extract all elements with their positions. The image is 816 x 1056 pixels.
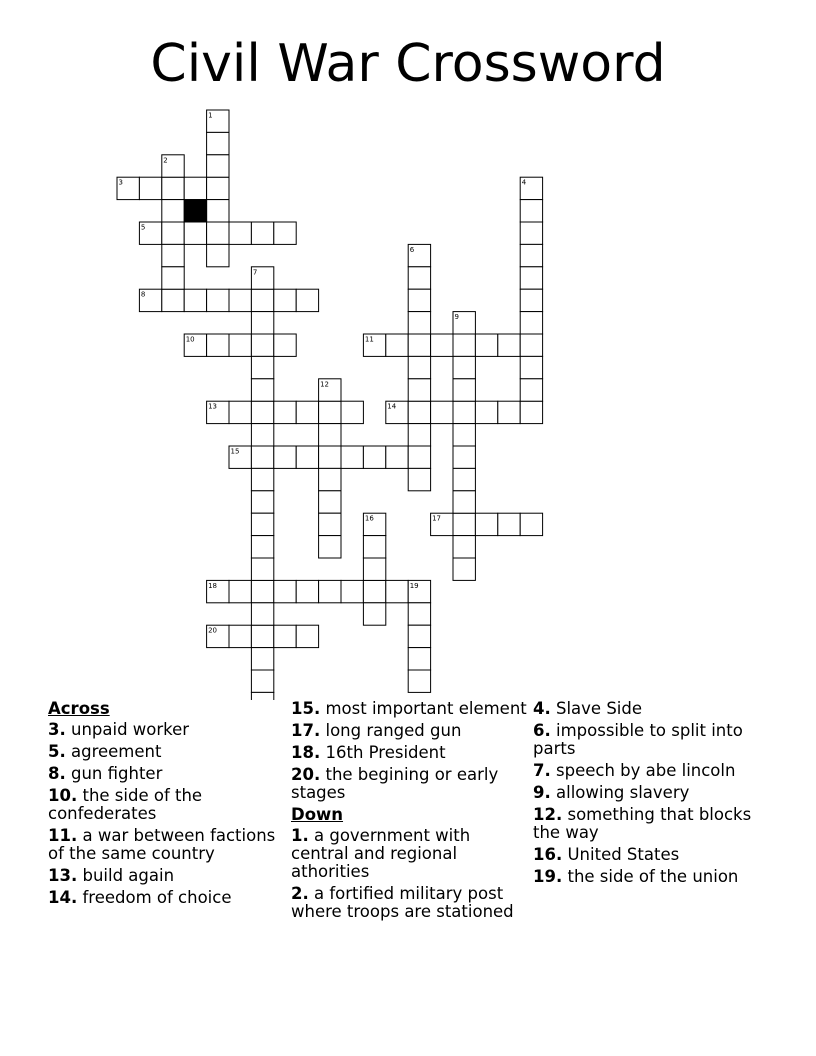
grid-cell[interactable] bbox=[251, 424, 273, 446]
grid-cell[interactable] bbox=[386, 334, 408, 356]
grid-cell[interactable] bbox=[453, 379, 475, 401]
grid-cell[interactable] bbox=[408, 356, 430, 378]
grid-cell[interactable] bbox=[520, 356, 542, 378]
puzzle-title: Civil War Crossword bbox=[150, 34, 666, 94]
grid-cell[interactable] bbox=[162, 289, 184, 311]
grid-cell[interactable] bbox=[251, 536, 273, 558]
clue-text: the side of the union bbox=[562, 867, 739, 886]
grid-cell[interactable] bbox=[207, 289, 229, 311]
grid-cell[interactable] bbox=[453, 424, 475, 446]
clue-7 bbox=[533, 762, 769, 780]
grid-cell[interactable] bbox=[475, 401, 497, 423]
clue-text: Slave Side bbox=[550, 699, 643, 718]
clue-14 bbox=[48, 889, 284, 907]
cell-number: 11 bbox=[364, 335, 374, 344]
grid-cell[interactable] bbox=[251, 289, 273, 311]
grid-cell[interactable] bbox=[229, 334, 251, 356]
grid-cell[interactable] bbox=[251, 580, 273, 602]
clue-9 bbox=[533, 784, 769, 802]
grid-cell[interactable] bbox=[251, 334, 273, 356]
clue-number: 17. bbox=[291, 721, 321, 740]
grid-cell[interactable] bbox=[251, 625, 273, 647]
grid-cell[interactable] bbox=[207, 200, 229, 222]
cell-number: 3 bbox=[118, 178, 123, 187]
grid-cell[interactable] bbox=[408, 670, 430, 692]
grid-cell[interactable] bbox=[274, 334, 296, 356]
grid-cell[interactable] bbox=[251, 603, 273, 625]
clue-17 bbox=[291, 722, 527, 740]
clue-1 bbox=[291, 827, 527, 881]
grid-cell[interactable] bbox=[229, 401, 251, 423]
clue-number: 4. bbox=[533, 699, 551, 718]
grid-cell[interactable] bbox=[520, 267, 542, 289]
cell-number: 2 bbox=[163, 156, 168, 165]
clue-number: 1. bbox=[291, 826, 309, 845]
grid-cell[interactable] bbox=[319, 401, 341, 423]
grid-cell[interactable] bbox=[296, 625, 318, 647]
clue-text: United States bbox=[562, 845, 680, 864]
grid-cell[interactable] bbox=[296, 401, 318, 423]
clue-number: 6. bbox=[533, 721, 551, 740]
grid-cell[interactable] bbox=[408, 289, 430, 311]
cell-number: 7 bbox=[252, 268, 258, 277]
grid-cell[interactable] bbox=[453, 356, 475, 378]
grid-cell[interactable] bbox=[453, 401, 475, 423]
clue-number: 3. bbox=[48, 720, 66, 739]
grid-cell[interactable] bbox=[520, 334, 542, 356]
cell-number: 10 bbox=[185, 335, 195, 344]
grid-cell[interactable] bbox=[274, 446, 296, 468]
clue-number: 12. bbox=[533, 805, 563, 824]
clue-text: allowing slavery bbox=[550, 783, 690, 802]
clue-text: something that blocks the way bbox=[533, 805, 752, 842]
clue-number: 20. bbox=[291, 765, 321, 784]
grid-cell[interactable] bbox=[319, 536, 341, 558]
grid-cell[interactable] bbox=[431, 401, 453, 423]
clue-text: 16th President bbox=[320, 743, 446, 762]
grid-cell[interactable] bbox=[498, 334, 520, 356]
down-heading: Down bbox=[291, 805, 344, 824]
cell-number: 1 bbox=[208, 111, 213, 120]
grid-cell[interactable] bbox=[386, 446, 408, 468]
grid-cell[interactable] bbox=[162, 222, 184, 244]
grid-cell[interactable] bbox=[408, 648, 430, 670]
clue-text: a fortified military post where troops are stationed bbox=[291, 884, 514, 921]
grid-cell[interactable] bbox=[363, 446, 385, 468]
grid-cell[interactable] bbox=[229, 580, 251, 602]
grid-cell[interactable] bbox=[475, 334, 497, 356]
clue-text: gun fighter bbox=[65, 764, 163, 783]
clue-text: a war between factions of the same country bbox=[48, 826, 276, 863]
grid-cell[interactable] bbox=[207, 132, 229, 154]
clue-text: a government with central and regional athorities bbox=[291, 826, 471, 881]
cell-number: 5 bbox=[140, 223, 146, 232]
clue-6 bbox=[533, 722, 769, 758]
grid-cell[interactable] bbox=[319, 513, 341, 535]
clue-number: 15. bbox=[291, 699, 321, 718]
grid-cell[interactable] bbox=[453, 513, 475, 535]
cell-number: 15 bbox=[230, 447, 240, 456]
grid-cell[interactable] bbox=[498, 513, 520, 535]
grid-cell[interactable] bbox=[520, 244, 542, 266]
clue-18 bbox=[291, 744, 527, 762]
grid-cell[interactable] bbox=[319, 424, 341, 446]
grid-cell[interactable] bbox=[408, 625, 430, 647]
grid-cell[interactable] bbox=[431, 334, 453, 356]
cell-number: 16 bbox=[364, 514, 374, 523]
grid-cell[interactable] bbox=[207, 334, 229, 356]
grid-cell[interactable] bbox=[207, 244, 229, 266]
clue-text: build again bbox=[77, 866, 175, 885]
clue-number: 7. bbox=[533, 761, 551, 780]
clue-text: most important element bbox=[320, 699, 527, 718]
grid-cell[interactable] bbox=[274, 289, 296, 311]
clue-text: agreement bbox=[65, 742, 162, 761]
clue-number: 9. bbox=[533, 783, 551, 802]
clue-text: freedom of choice bbox=[77, 888, 232, 907]
clue-number: 10. bbox=[48, 786, 78, 805]
clue-13 bbox=[48, 867, 284, 885]
grid-cell[interactable] bbox=[341, 401, 363, 423]
clue-text: speech by abe lincoln bbox=[550, 761, 736, 780]
grid-cell[interactable] bbox=[319, 446, 341, 468]
clue-number: 2. bbox=[291, 884, 309, 903]
grid-cell[interactable] bbox=[251, 356, 273, 378]
grid-cell[interactable] bbox=[520, 513, 542, 535]
grid-cell[interactable] bbox=[207, 155, 229, 177]
clue-3 bbox=[48, 721, 284, 739]
grid-cell[interactable] bbox=[341, 446, 363, 468]
grid-cell[interactable] bbox=[520, 289, 542, 311]
grid-cell[interactable] bbox=[296, 446, 318, 468]
grid-cell[interactable] bbox=[319, 580, 341, 602]
grid-cell[interactable] bbox=[341, 580, 363, 602]
grid-cell[interactable] bbox=[274, 401, 296, 423]
clue-15 bbox=[291, 700, 527, 718]
grid-cell[interactable] bbox=[162, 200, 184, 222]
grid-cell[interactable] bbox=[363, 580, 385, 602]
grid-cell[interactable] bbox=[229, 222, 251, 244]
cell-number: 6 bbox=[409, 245, 415, 254]
cell-number: 8 bbox=[140, 290, 146, 299]
cell-number: 4 bbox=[521, 178, 527, 187]
grid-cell[interactable] bbox=[408, 424, 430, 446]
clue-10 bbox=[48, 787, 284, 823]
clue-text: the begining or early stages bbox=[291, 765, 499, 802]
grid-cell[interactable] bbox=[184, 222, 206, 244]
grid-cell[interactable] bbox=[475, 513, 497, 535]
grid-cell[interactable] bbox=[520, 401, 542, 423]
grid-cell[interactable] bbox=[520, 222, 542, 244]
grid-cell[interactable] bbox=[274, 625, 296, 647]
grid-cell[interactable] bbox=[251, 513, 273, 535]
grid-cell[interactable] bbox=[296, 580, 318, 602]
grid-cell[interactable] bbox=[520, 312, 542, 334]
grid-cell[interactable] bbox=[408, 267, 430, 289]
across-heading: Across bbox=[48, 699, 110, 718]
grid-cell[interactable] bbox=[162, 244, 184, 266]
grid-cell[interactable] bbox=[363, 558, 385, 580]
grid-cell[interactable] bbox=[274, 222, 296, 244]
grid-cell[interactable] bbox=[363, 603, 385, 625]
clues-column-2 bbox=[291, 700, 527, 925]
grid-cell[interactable] bbox=[251, 468, 273, 490]
grid-cell[interactable] bbox=[251, 491, 273, 513]
grid-cell[interactable] bbox=[251, 648, 273, 670]
clue-12 bbox=[533, 806, 769, 842]
cell-number: 19 bbox=[409, 581, 419, 590]
grid-cell[interactable] bbox=[408, 603, 430, 625]
grid-cell[interactable] bbox=[251, 558, 273, 580]
grid-cell[interactable] bbox=[408, 334, 430, 356]
grid-cell[interactable] bbox=[229, 289, 251, 311]
grid-cell[interactable] bbox=[520, 379, 542, 401]
cell-number: 13 bbox=[208, 402, 218, 411]
clue-16 bbox=[533, 846, 769, 864]
grid-cell[interactable] bbox=[453, 558, 475, 580]
grid-cell[interactable] bbox=[408, 312, 430, 334]
grid-cell[interactable] bbox=[184, 177, 206, 199]
grid-cell[interactable] bbox=[453, 468, 475, 490]
grid-cell[interactable] bbox=[408, 468, 430, 490]
grid-cell[interactable] bbox=[251, 379, 273, 401]
grid-cell[interactable] bbox=[251, 222, 273, 244]
grid-cell[interactable] bbox=[207, 177, 229, 199]
grid-cell[interactable] bbox=[520, 200, 542, 222]
clue-number: 8. bbox=[48, 764, 66, 783]
grid-cell[interactable] bbox=[453, 491, 475, 513]
clue-4 bbox=[533, 700, 769, 718]
clue-text: impossible to split into parts bbox=[533, 721, 743, 758]
grid-cell[interactable] bbox=[229, 625, 251, 647]
clue-number: 13. bbox=[48, 866, 78, 885]
clue-19 bbox=[533, 868, 769, 886]
clue-number: 5. bbox=[48, 742, 66, 761]
grid-cell[interactable] bbox=[408, 401, 430, 423]
clue-number: 16. bbox=[533, 845, 563, 864]
grid-cell[interactable] bbox=[251, 670, 273, 692]
grid-cell[interactable] bbox=[184, 289, 206, 311]
grid-cell[interactable] bbox=[498, 401, 520, 423]
clue-number: 19. bbox=[533, 867, 563, 886]
clue-5 bbox=[48, 743, 284, 761]
cell-number: 18 bbox=[208, 581, 218, 590]
grid-cell[interactable] bbox=[274, 580, 296, 602]
grid-cell[interactable] bbox=[453, 334, 475, 356]
black-cell bbox=[184, 200, 206, 222]
clue-text: the side of the confederates bbox=[48, 786, 203, 823]
clue-20 bbox=[291, 766, 527, 802]
grid-cell[interactable] bbox=[251, 692, 273, 700]
clue-2 bbox=[291, 885, 527, 921]
cell-number: 20 bbox=[208, 626, 218, 635]
grid-cell[interactable] bbox=[139, 177, 161, 199]
grid-cell[interactable] bbox=[453, 536, 475, 558]
clues-column-3 bbox=[533, 700, 769, 890]
grid-cell[interactable] bbox=[408, 379, 430, 401]
grid-cell[interactable] bbox=[251, 401, 273, 423]
grid-cell[interactable] bbox=[162, 267, 184, 289]
grid-cell[interactable] bbox=[453, 446, 475, 468]
grid-cell[interactable] bbox=[386, 580, 408, 602]
grid-cell[interactable] bbox=[408, 446, 430, 468]
grid-cell[interactable] bbox=[296, 289, 318, 311]
clue-11 bbox=[48, 827, 284, 863]
cell-number: 12 bbox=[320, 380, 330, 389]
clue-text: long ranged gun bbox=[320, 721, 462, 740]
clue-number: 14. bbox=[48, 888, 78, 907]
clues-column-1 bbox=[48, 700, 284, 911]
cell-number: 17 bbox=[432, 514, 442, 523]
grid-cell[interactable] bbox=[251, 446, 273, 468]
clue-text: unpaid worker bbox=[65, 720, 190, 739]
grid-cell[interactable] bbox=[207, 222, 229, 244]
clue-8 bbox=[48, 765, 284, 783]
grid-cell[interactable] bbox=[319, 468, 341, 490]
grid-cell[interactable] bbox=[363, 536, 385, 558]
grid-cell[interactable] bbox=[162, 177, 184, 199]
clue-number: 18. bbox=[291, 743, 321, 762]
clue-number: 11. bbox=[48, 826, 78, 845]
grid-cell[interactable] bbox=[319, 491, 341, 513]
grid-cell[interactable] bbox=[251, 312, 273, 334]
cell-number: 14 bbox=[387, 402, 397, 411]
cell-number: 9 bbox=[454, 313, 459, 322]
